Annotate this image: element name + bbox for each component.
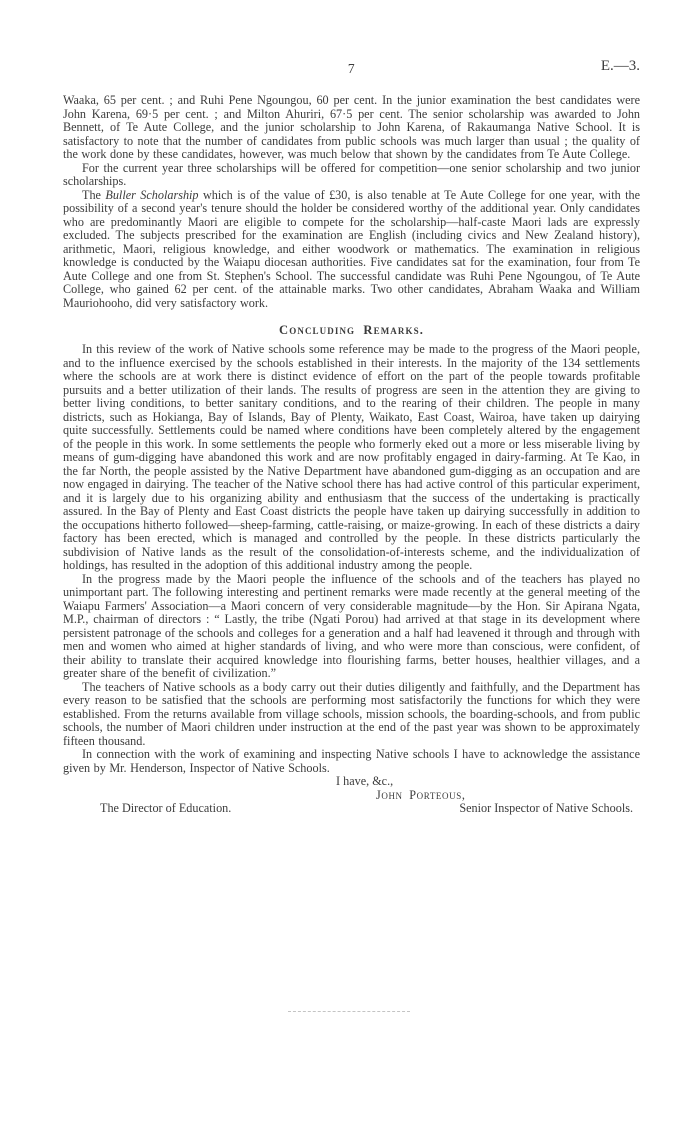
paragraph: Waaka, 65 per cent. ; and Ruhi Pene Ngoungou, 60 per cent. In the junior examination the best candidates were John Karena, 69·5 per cent. ; and Milton Ahuriri, 67·5 per cent. The senior scholarship was awarded to John Bennett, of Te Aute College, and the junior scholarship to John Karena, of Rakaumanga Native School. It is satisfactory to note that the number of candidates from public schools was much larger than usual ; the quality of the work done by these candidates, however, was much below that shown by the candidates from Te Aute College. xyxy=(63,93,640,161)
paragraph: In this review of the work of Native schools some reference may be made to the progress of the Maori people, and to the influence exercised by the schools established in their interests. In the majority of the 134 settlements where the schools are at work there is distinct evidence of effort on the part of the people towards profitable pursuits and a better utilization of their lands. The results of progress are seen in the attention they are giving to better living conditions, to better sanitary conditions, and to the rearing of their children. The people in many districts, such as Hokianga, Bay of Islands, Bay of Plenty, Waikato, East Coast, Wairoa, have taken up dairying quite successfully. Settlements could be named where conditions have been completely altered by the engagement of the people in this work. In some settlements the people who formerly eked out a more or less miserable living by means of gum-digging have abandoned this work and are now profitably engaged in dairy-farming. At Te Kao, in the far North, the people assisted by the Native Department have abandoned gum-digging as an occupation and are now engaged in dairying. The teacher of the Native school there has had active control of this particular experiment, and it is largely due to his organizing ability and enthusiasm that the success of the undertaking is practically assured. In the Bay of Plenty and East Coast districts the people have taken up dairying successfully in addition to the occupations hitherto followed—sheep-farming, cattle-raising, or maize-growing. In each of these districts a dairy factory has been erected, which is managed and controlled by the people. In these districts particularly the subdivision of Native lands as the result of the consolidation-of-interests scheme, and the individualization of holdings, has resulted in the adoption of this additional industry among the people. xyxy=(63,342,640,572)
paragraph: The Buller Scholarship which is of the value of £30, is also tenable at Te Aute College for one year, with the possibility of a second year's tenure should the holder be considered worthy of the additional year. Only candidates who are predominantly Maori are eligible to compete for the scholarship—half-caste Maori lads are expressly excluded. The subjects prescribed for the examination are English (including civics and New Zealand history), arithmetic, Maori, religious knowledge, and either woodwork or mathematics. The examination in religious knowledge is conducted by the Waiapu diocesan authorities. Five candidates sat for the examination, four from Te Aute College and one from St. Stephen's School. The successful candidate was Ruhi Pene Ngoungou, of Te Aute College, who gained 62 per cent. of the attainable marks. Two other candidates, Abraham Waaka and William Mauriohooho, did very satisfactory work. xyxy=(63,187,641,310)
paragraph: In the progress made by the Maori people the influence of the schools and of the teachers has played no unimportant part. The following interesting and pertinent remarks were made recently at the general meeting of the Waiapu Farmers' Association—a Maori concern of very considerable magnitude—by the Hon. Sir Apirana Ngata, M.P., chairman of directors : “ Lastly, the tribe (Ngati Porou) had arrived at that stage in its development where persistent patronage of the schools and colleges for a generation and a half had leavened it through and through with men and women who aimed at higher standards of living, and who were more than conscious, were confident, of their ability to translate their acquired knowledge into flourishing farms, better houses, healthier villages, and a greater share of the benefit of civilization.” xyxy=(63,571,640,680)
paragraph: In connection with the work of examining and inspecting Native schools I have to acknowledge the assistance given by Mr. Henderson, Inspector of Native Schools. xyxy=(63,747,640,775)
section-heading: Concluding Remarks. xyxy=(279,323,424,337)
closing-block xyxy=(63,775,640,816)
page-number: 7 xyxy=(347,61,356,76)
paragraph: The teachers of Native schools as a body carry out their duties diligently and faithfully, and the Department has every reason to be satisfied that the schools are performing most satisfactorily the functions for which they were established. From the returns available from village schools, mission schools, the boarding-schools, and from public schools, the number of Maori children under instruction at the end of the past year was shown to be approximately fifteen thousand. xyxy=(63,679,640,748)
running-head xyxy=(63,58,640,80)
addressee: The Director of Education. xyxy=(100,801,232,815)
signatory-name: John Porteous, xyxy=(376,787,466,802)
text-block xyxy=(63,58,640,816)
report-code: E.—3. xyxy=(600,58,640,74)
closing-row xyxy=(63,802,640,816)
separator-rule xyxy=(288,1011,410,1012)
valediction: I have, &c., xyxy=(336,774,394,788)
paragraph: For the current year three scholarships will be offered for competition—one senior scholarship and two junior scholarships. xyxy=(63,160,640,188)
signatory-title: Senior Inspector of Native Schools. xyxy=(459,801,633,815)
concluding-remarks-paragraphs xyxy=(63,343,640,775)
continuation-paragraphs xyxy=(63,94,640,310)
